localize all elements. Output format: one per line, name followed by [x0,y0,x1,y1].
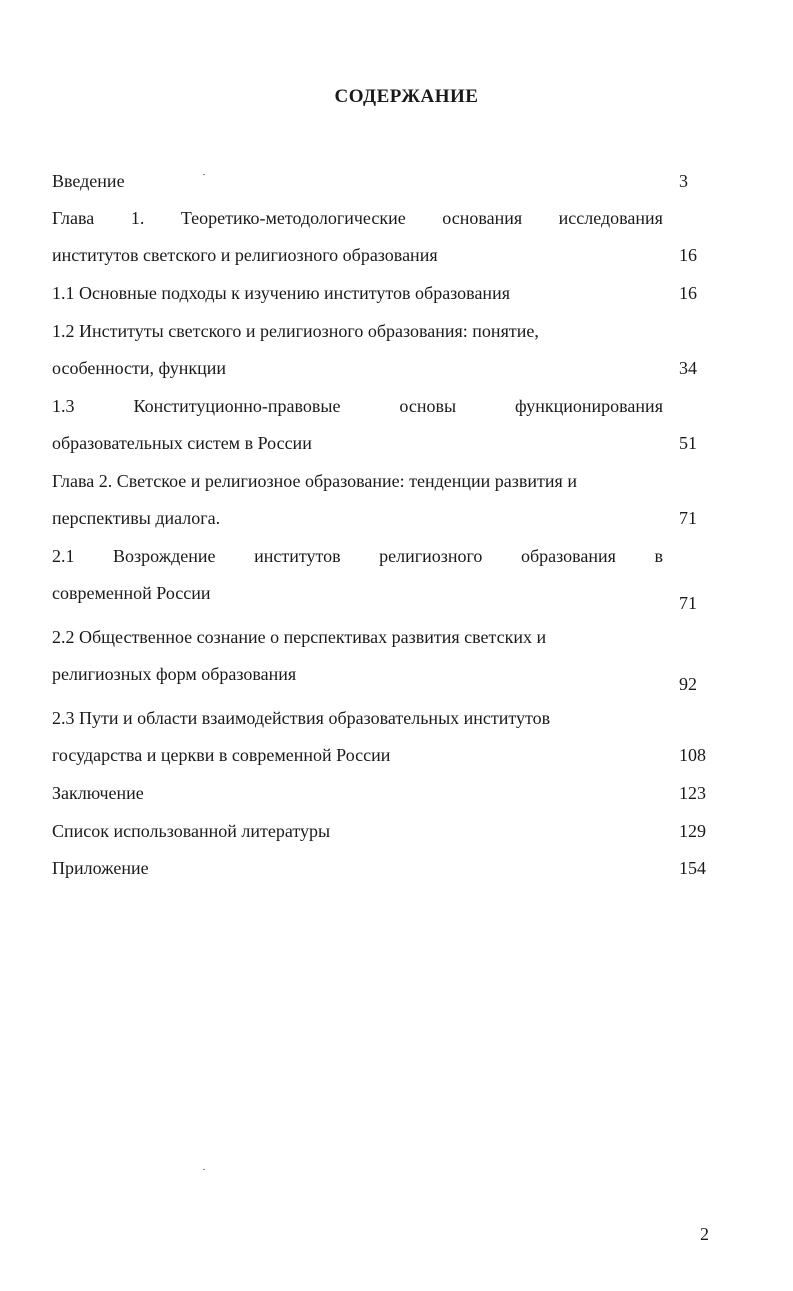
word: 1.3 [52,396,75,416]
word: институтов [254,546,341,566]
toc-entry-section-2-3-line2: государства и церкви в современной России [52,745,391,765]
word: функционирования [515,396,663,416]
toc-entry-section-1-1: 1.1 Основные подходы к изучению институтов образования [52,283,510,303]
word: 2.1 [52,546,75,566]
word: основания [442,208,523,228]
toc-entry-section-2-1-line1 [52,546,663,566]
page-number: 2 [700,1224,709,1244]
toc-page-introduction: 3 [679,171,688,191]
toc-entry-bibliography: Список использованной литературы [52,821,331,841]
toc-entry-chapter-2-line2: перспективы диалога. [52,508,221,528]
toc-entry-section-2-2-line2: религиозных форм образования [52,664,297,684]
toc-page-chapter-1: 16 [679,245,697,265]
toc-entry-introduction: Введение [52,171,125,191]
toc-page-section-1-3: 51 [679,433,697,453]
toc-page-appendix: 154 [679,858,706,878]
toc-page-section-2-1: 71 [679,593,697,613]
toc-entry-section-1-2-line2: особенности, функции [52,358,227,378]
word: 1. [130,208,145,228]
word: религиозного [379,546,483,566]
toc-entry-chapter-1-line2: институтов светского и религиозного образования [52,245,438,265]
word: образования [520,546,616,566]
toc-entry-section-2-1-line2: современной России [52,583,211,603]
word: Конституционно-правовые [133,396,341,416]
toc-page-section-1-2: 34 [679,358,697,378]
toc-page-section-1-1: 16 [679,283,697,303]
toc-entry-chapter-1-line1 [52,208,663,228]
toc-entry-section-2-2-line1: 2.2 Общественное сознание о перспективах развития светских и [52,627,547,647]
toc-entry-section-2-3-line1: 2.3 Пути и области взаимодействия образовательных институтов [52,708,551,728]
toc-page-bibliography: 129 [679,821,706,841]
scan-speck [203,1169,205,1170]
toc-page-section-2-2: 92 [679,674,697,694]
toc-entry-section-1-2-line1: 1.2 Институты светского и религиозного образования: понятие, [52,321,539,341]
toc-entry-conclusion: Заключение [52,783,144,803]
word: Теоретико-методологические [180,208,406,228]
word: в [654,546,663,566]
toc-entry-section-1-3-line2: образовательных систем в России [52,433,312,453]
word: Возрождение [113,546,216,566]
toc-entry-section-1-3-line1 [52,396,663,416]
toc-page-section-2-3: 108 [679,745,706,765]
page-title: СОДЕРЖАНИЕ [334,86,479,107]
toc-entry-chapter-2-line1: Глава 2. Светское и религиозное образование: тенденции развития и [52,471,577,491]
word: Глава [52,208,95,228]
word: основы [399,396,457,416]
toc-page-conclusion: 123 [679,783,706,803]
scan-speck [203,174,205,175]
toc-entry-appendix: Приложение [52,858,149,878]
toc-page-chapter-2: 71 [679,508,697,528]
word: исследования [558,208,663,228]
